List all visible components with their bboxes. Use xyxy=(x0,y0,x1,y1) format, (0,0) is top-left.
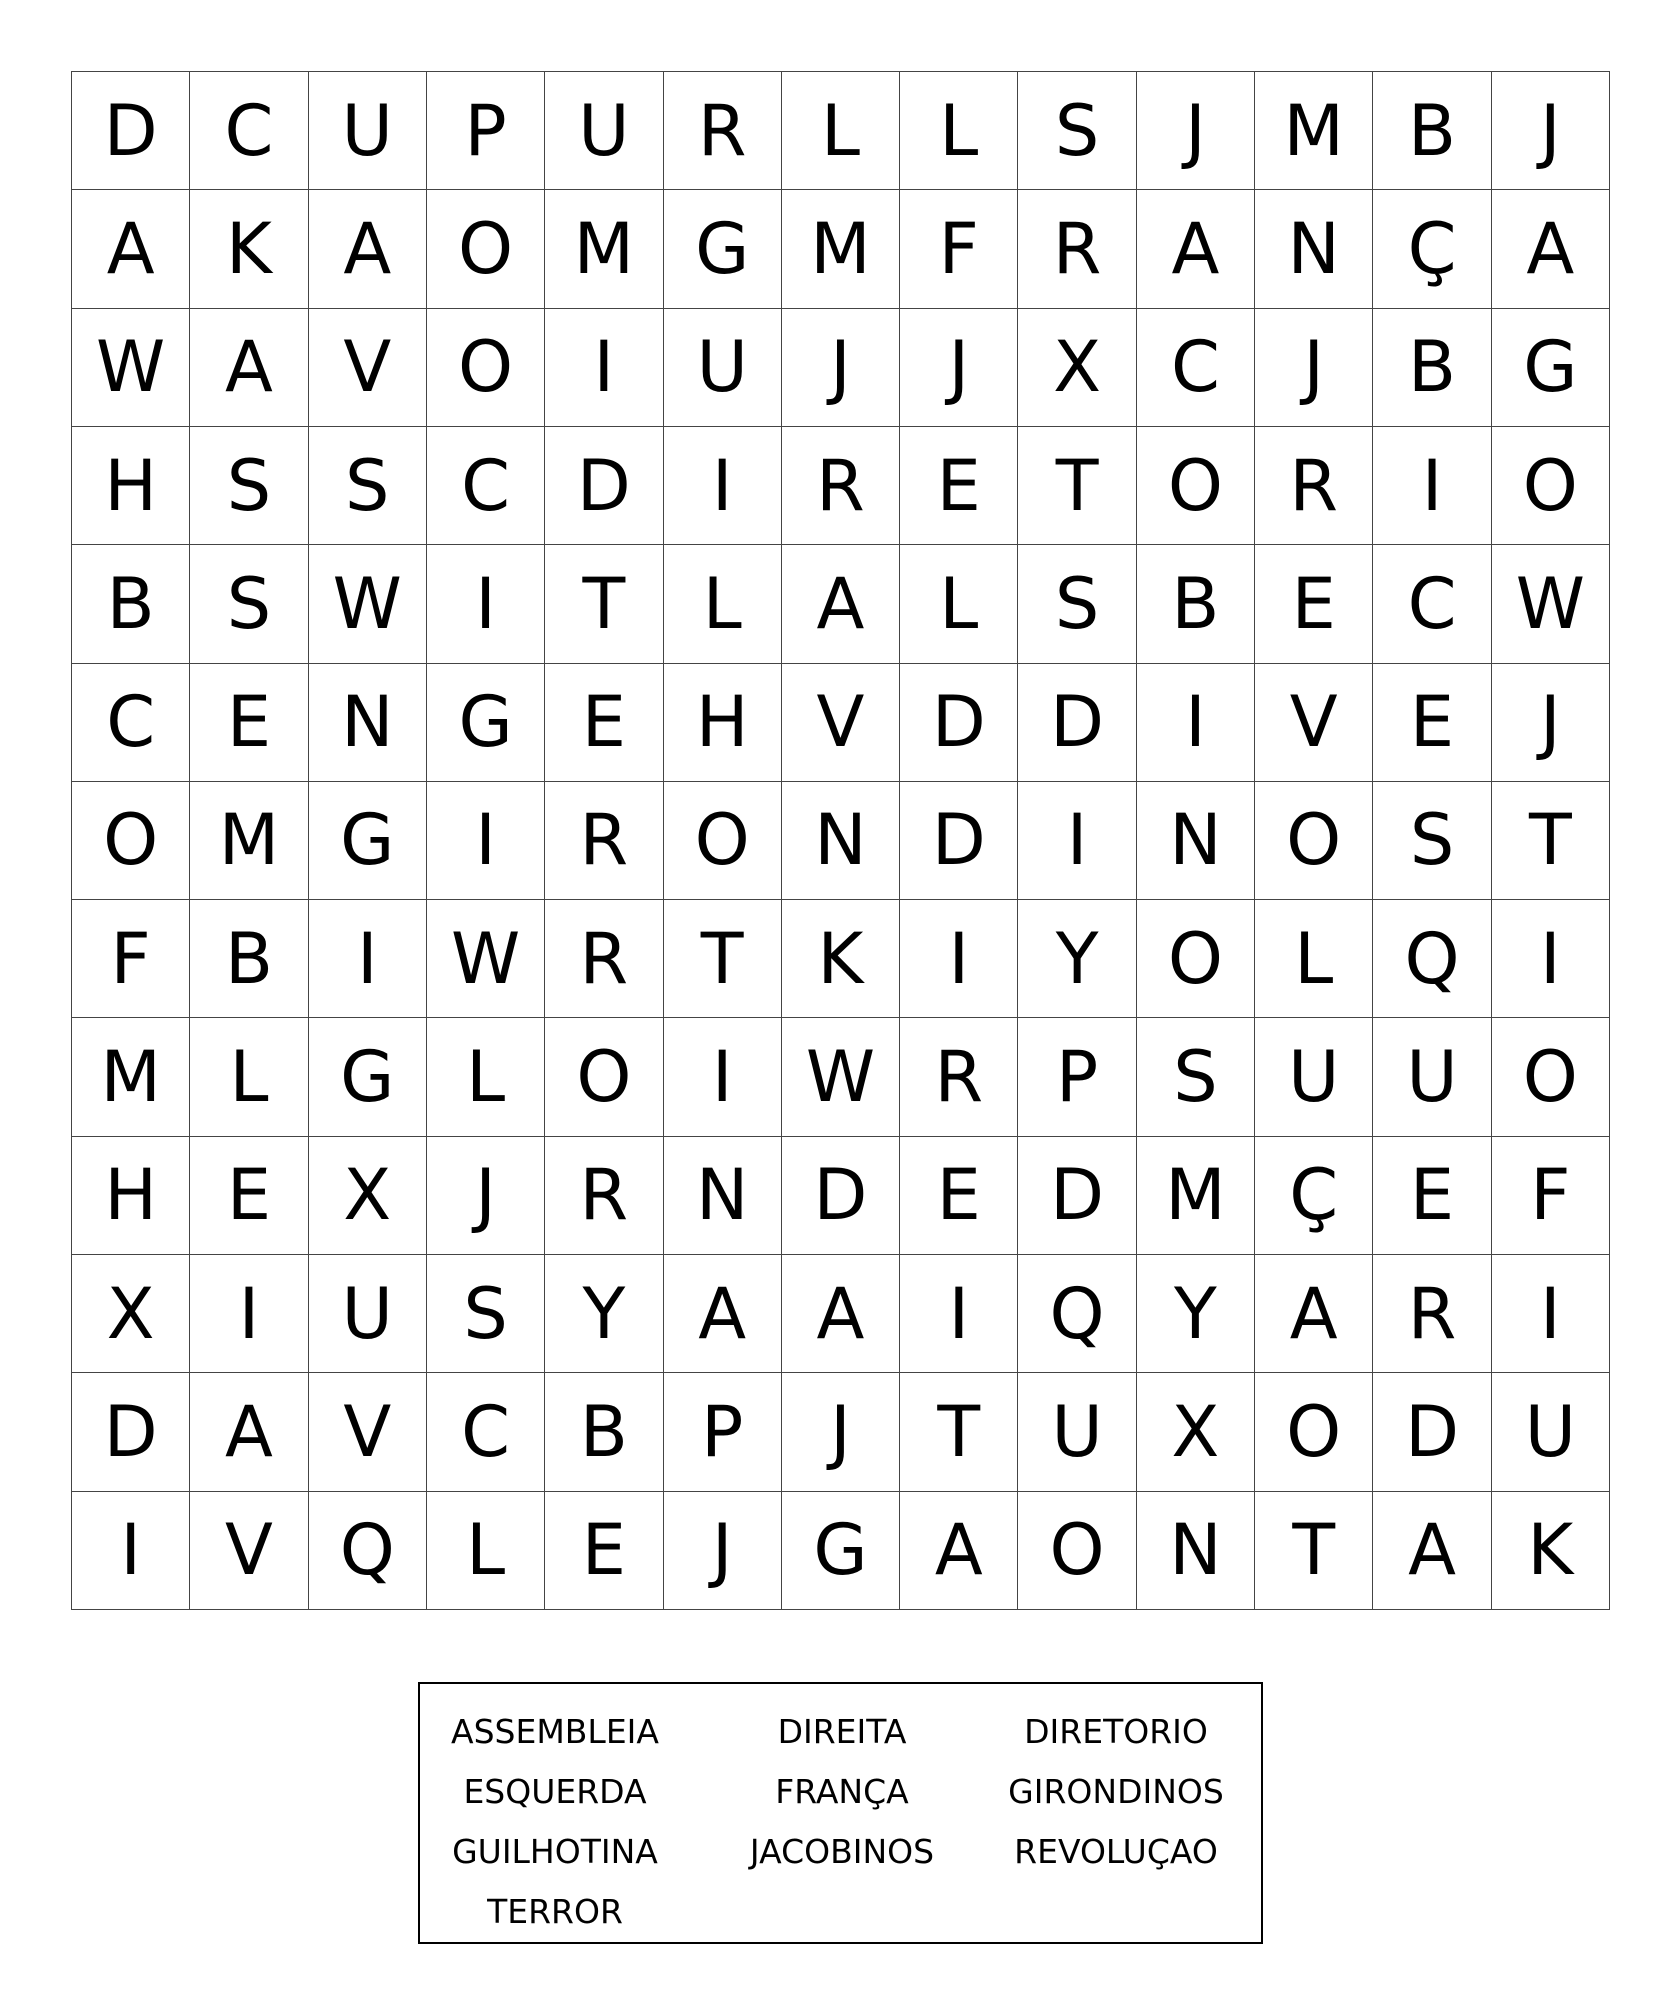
grid-cell[interactable]: T xyxy=(1018,427,1136,545)
grid-cell[interactable]: A xyxy=(782,545,900,663)
letter-grid xyxy=(71,71,1610,1610)
grid-cell[interactable]: T xyxy=(1255,1492,1373,1610)
grid-cell[interactable]: I xyxy=(900,900,1018,1018)
grid-cell[interactable]: P xyxy=(427,72,545,190)
grid-cell[interactable]: J xyxy=(1492,664,1610,782)
grid-cell[interactable]: A xyxy=(664,1255,782,1373)
grid-cell[interactable]: M xyxy=(190,782,308,900)
grid-cell[interactable]: L xyxy=(900,545,1018,663)
grid-cell[interactable]: W xyxy=(1492,545,1610,663)
grid-cell[interactable]: I xyxy=(1492,1255,1610,1373)
grid-cell[interactable]: D xyxy=(545,427,663,545)
word-column xyxy=(712,1702,972,1882)
grid-cell[interactable]: R xyxy=(1255,427,1373,545)
grid-cell[interactable]: C xyxy=(1137,309,1255,427)
grid-cell[interactable]: X xyxy=(1137,1373,1255,1491)
grid-cell[interactable]: A xyxy=(900,1492,1018,1610)
grid-cell[interactable]: O xyxy=(1137,427,1255,545)
grid-cell[interactable]: B xyxy=(545,1373,663,1491)
grid-cell[interactable]: J xyxy=(664,1492,782,1610)
grid-cell[interactable]: I xyxy=(1137,664,1255,782)
grid-cell[interactable]: C xyxy=(427,427,545,545)
grid-cell[interactable]: P xyxy=(1018,1018,1136,1136)
grid-cell[interactable]: J xyxy=(427,1137,545,1255)
grid-cell[interactable]: L xyxy=(664,545,782,663)
word-bank xyxy=(418,1682,1263,1944)
grid-cell[interactable]: A xyxy=(190,309,308,427)
grid-cell[interactable]: G xyxy=(427,664,545,782)
word-item: ESQUERDA xyxy=(463,1772,647,1811)
grid-cell[interactable]: U xyxy=(545,72,663,190)
grid-cell[interactable]: U xyxy=(1373,1018,1491,1136)
grid-cell[interactable]: U xyxy=(309,1255,427,1373)
grid-cell[interactable]: O xyxy=(1255,782,1373,900)
grid-cell[interactable]: S xyxy=(1018,545,1136,663)
grid-cell[interactable]: D xyxy=(900,664,1018,782)
word-item: GUILHOTINA xyxy=(452,1832,658,1871)
grid-cell[interactable]: U xyxy=(1492,1373,1610,1491)
grid-cell[interactable]: C xyxy=(190,72,308,190)
grid-cell[interactable]: A xyxy=(190,1373,308,1491)
grid-cell[interactable]: I xyxy=(1492,900,1610,1018)
grid-cell[interactable]: D xyxy=(900,782,1018,900)
grid-cell[interactable]: T xyxy=(900,1373,1018,1491)
grid-cell[interactable]: J xyxy=(1492,72,1610,190)
grid-cell[interactable]: E xyxy=(900,1137,1018,1255)
grid-cell[interactable]: X xyxy=(309,1137,427,1255)
word-item: FRANÇA xyxy=(775,1772,909,1811)
grid-cell[interactable]: X xyxy=(72,1255,190,1373)
grid-cell[interactable]: S xyxy=(1373,782,1491,900)
grid-cell[interactable]: P xyxy=(664,1373,782,1491)
grid-cell[interactable]: L xyxy=(190,1018,308,1136)
grid-cell[interactable]: S xyxy=(1018,72,1136,190)
grid-cell[interactable]: M xyxy=(72,1018,190,1136)
grid-cell[interactable]: J xyxy=(1255,309,1373,427)
grid-cell[interactable]: W xyxy=(427,900,545,1018)
grid-cell[interactable]: F xyxy=(1492,1137,1610,1255)
grid-cell[interactable]: R xyxy=(1018,190,1136,308)
grid-cell[interactable]: Y xyxy=(1137,1255,1255,1373)
grid-cell[interactable]: A xyxy=(72,190,190,308)
grid-cell[interactable]: Y xyxy=(545,1255,663,1373)
grid-cell[interactable]: N xyxy=(1137,1492,1255,1610)
grid-cell[interactable]: I xyxy=(900,1255,1018,1373)
grid-cell[interactable]: E xyxy=(545,664,663,782)
grid-cell[interactable]: G xyxy=(309,782,427,900)
grid-cell[interactable]: R xyxy=(1373,1255,1491,1373)
grid-cell[interactable]: R xyxy=(545,1137,663,1255)
grid-cell[interactable]: K xyxy=(1492,1492,1610,1610)
grid-cell[interactable]: N xyxy=(782,782,900,900)
grid-cell[interactable]: K xyxy=(190,190,308,308)
grid-cell[interactable]: E xyxy=(1373,1137,1491,1255)
word-column xyxy=(986,1702,1246,1882)
grid-cell[interactable]: O xyxy=(1255,1373,1373,1491)
grid-cell[interactable]: J xyxy=(782,1373,900,1491)
grid-cell[interactable]: H xyxy=(664,664,782,782)
grid-cell[interactable]: Q xyxy=(309,1492,427,1610)
grid-cell[interactable]: S xyxy=(190,427,308,545)
grid-cell[interactable]: S xyxy=(309,427,427,545)
grid-cell[interactable]: U xyxy=(309,72,427,190)
grid-cell[interactable]: D xyxy=(1373,1373,1491,1491)
grid-cell[interactable]: A xyxy=(1373,1492,1491,1610)
grid-cell[interactable]: D xyxy=(782,1137,900,1255)
word-item: JACOBINOS xyxy=(749,1832,935,1871)
grid-cell[interactable]: L xyxy=(427,1492,545,1610)
grid-cell[interactable]: O xyxy=(427,309,545,427)
grid-cell[interactable]: L xyxy=(900,72,1018,190)
grid-cell[interactable]: W xyxy=(72,309,190,427)
grid-cell[interactable]: I xyxy=(72,1492,190,1610)
grid-cell[interactable]: E xyxy=(1373,664,1491,782)
grid-cell[interactable]: C xyxy=(427,1373,545,1491)
grid-cell[interactable]: I xyxy=(545,309,663,427)
grid-cell[interactable]: L xyxy=(782,72,900,190)
grid-cell[interactable]: N xyxy=(1255,190,1373,308)
word-item: DIRETORIO xyxy=(1024,1712,1208,1751)
grid-cell[interactable]: S xyxy=(427,1255,545,1373)
grid-cell[interactable]: B xyxy=(1137,545,1255,663)
grid-cell[interactable]: Ç xyxy=(1373,190,1491,308)
grid-cell[interactable]: H xyxy=(72,427,190,545)
grid-cell[interactable]: G xyxy=(1492,309,1610,427)
grid-cell[interactable]: R xyxy=(664,72,782,190)
word-item: ASSEMBLEIA xyxy=(451,1712,659,1751)
grid-cell[interactable]: G xyxy=(309,1018,427,1136)
grid-cell[interactable]: O xyxy=(1137,900,1255,1018)
grid-cell[interactable]: D xyxy=(72,72,190,190)
grid-cell[interactable]: I xyxy=(309,900,427,1018)
grid-cell[interactable]: X xyxy=(1018,309,1136,427)
grid-cell[interactable]: F xyxy=(900,190,1018,308)
grid-cell[interactable]: D xyxy=(72,1373,190,1491)
grid-cell[interactable]: L xyxy=(427,1018,545,1136)
grid-cell[interactable]: O xyxy=(72,782,190,900)
grid-cell[interactable]: G xyxy=(664,190,782,308)
grid-cell[interactable]: W xyxy=(309,545,427,663)
grid-cell[interactable]: Ç xyxy=(1255,1137,1373,1255)
grid-cell[interactable]: V xyxy=(309,309,427,427)
grid-cell[interactable]: T xyxy=(1492,782,1610,900)
grid-cell[interactable]: J xyxy=(782,309,900,427)
grid-cell[interactable]: V xyxy=(190,1492,308,1610)
grid-cell[interactable]: O xyxy=(1492,427,1610,545)
grid-cell[interactable]: N xyxy=(664,1137,782,1255)
grid-cell[interactable]: B xyxy=(1373,72,1491,190)
grid-cell[interactable]: Q xyxy=(1373,900,1491,1018)
grid-cell[interactable]: Y xyxy=(1018,900,1136,1018)
grid-cell[interactable]: E xyxy=(1255,545,1373,663)
grid-cell[interactable]: U xyxy=(1255,1018,1373,1136)
grid-cell[interactable]: O xyxy=(545,1018,663,1136)
grid-cell[interactable]: V xyxy=(782,664,900,782)
grid-cell[interactable]: U xyxy=(1018,1373,1136,1491)
grid-cell[interactable]: I xyxy=(427,545,545,663)
grid-cell[interactable]: J xyxy=(900,309,1018,427)
grid-cell[interactable]: W xyxy=(782,1018,900,1136)
word-item: REVOLUÇAO xyxy=(1014,1832,1218,1871)
grid-cell[interactable]: C xyxy=(1373,545,1491,663)
grid-cell[interactable]: O xyxy=(1492,1018,1610,1136)
grid-cell[interactable]: V xyxy=(1255,664,1373,782)
grid-cell[interactable]: D xyxy=(1018,664,1136,782)
word-item: DIREITA xyxy=(777,1712,907,1751)
grid-cell[interactable]: O xyxy=(664,782,782,900)
word-item: TERROR xyxy=(487,1892,623,1931)
grid-cell[interactable]: M xyxy=(1255,72,1373,190)
grid-cell[interactable]: A xyxy=(782,1255,900,1373)
grid-cell[interactable]: S xyxy=(1137,1018,1255,1136)
grid-cell[interactable]: E xyxy=(900,427,1018,545)
grid-cell[interactable]: U xyxy=(664,309,782,427)
grid-cell[interactable]: B xyxy=(190,900,308,1018)
grid-cell[interactable]: I xyxy=(1018,782,1136,900)
grid-cell[interactable]: O xyxy=(1018,1492,1136,1610)
grid-cell[interactable]: A xyxy=(1137,190,1255,308)
grid-cell[interactable]: Q xyxy=(1018,1255,1136,1373)
grid-cell[interactable]: I xyxy=(664,1018,782,1136)
grid-cell[interactable]: K xyxy=(782,900,900,1018)
grid-cell[interactable]: A xyxy=(1255,1255,1373,1373)
grid-cell[interactable]: R xyxy=(545,782,663,900)
grid-cell[interactable]: E xyxy=(190,1137,308,1255)
grid-cell[interactable]: B xyxy=(72,545,190,663)
word-column xyxy=(425,1702,685,1942)
grid-cell[interactable]: N xyxy=(1137,782,1255,900)
grid-cell[interactable]: A xyxy=(309,190,427,308)
grid-cell[interactable]: T xyxy=(664,900,782,1018)
grid-cell[interactable]: D xyxy=(1018,1137,1136,1255)
grid-cell[interactable]: R xyxy=(782,427,900,545)
grid-cell[interactable]: J xyxy=(1137,72,1255,190)
grid-cell[interactable]: O xyxy=(427,190,545,308)
grid-cell[interactable]: G xyxy=(782,1492,900,1610)
grid-cell[interactable]: E xyxy=(190,664,308,782)
grid-cell[interactable]: L xyxy=(1255,900,1373,1018)
grid-cell[interactable]: I xyxy=(427,782,545,900)
grid-cell[interactable]: B xyxy=(1373,309,1491,427)
grid-cell[interactable]: R xyxy=(900,1018,1018,1136)
grid-cell[interactable]: E xyxy=(545,1492,663,1610)
grid-cell[interactable]: N xyxy=(309,664,427,782)
grid-cell[interactable]: M xyxy=(1137,1137,1255,1255)
grid-cell[interactable]: S xyxy=(190,545,308,663)
grid-cell[interactable]: V xyxy=(309,1373,427,1491)
grid-cell[interactable]: I xyxy=(190,1255,308,1373)
grid-cell[interactable]: H xyxy=(72,1137,190,1255)
grid-cell[interactable]: T xyxy=(545,545,663,663)
grid-cell[interactable]: F xyxy=(72,900,190,1018)
grid-cell[interactable]: C xyxy=(72,664,190,782)
grid-cell[interactable]: R xyxy=(545,900,663,1018)
grid-cell[interactable]: I xyxy=(1373,427,1491,545)
grid-cell[interactable]: M xyxy=(545,190,663,308)
grid-cell[interactable]: A xyxy=(1492,190,1610,308)
grid-cell[interactable]: M xyxy=(782,190,900,308)
grid-cell[interactable]: I xyxy=(664,427,782,545)
word-item: GIRONDINOS xyxy=(1008,1772,1224,1811)
